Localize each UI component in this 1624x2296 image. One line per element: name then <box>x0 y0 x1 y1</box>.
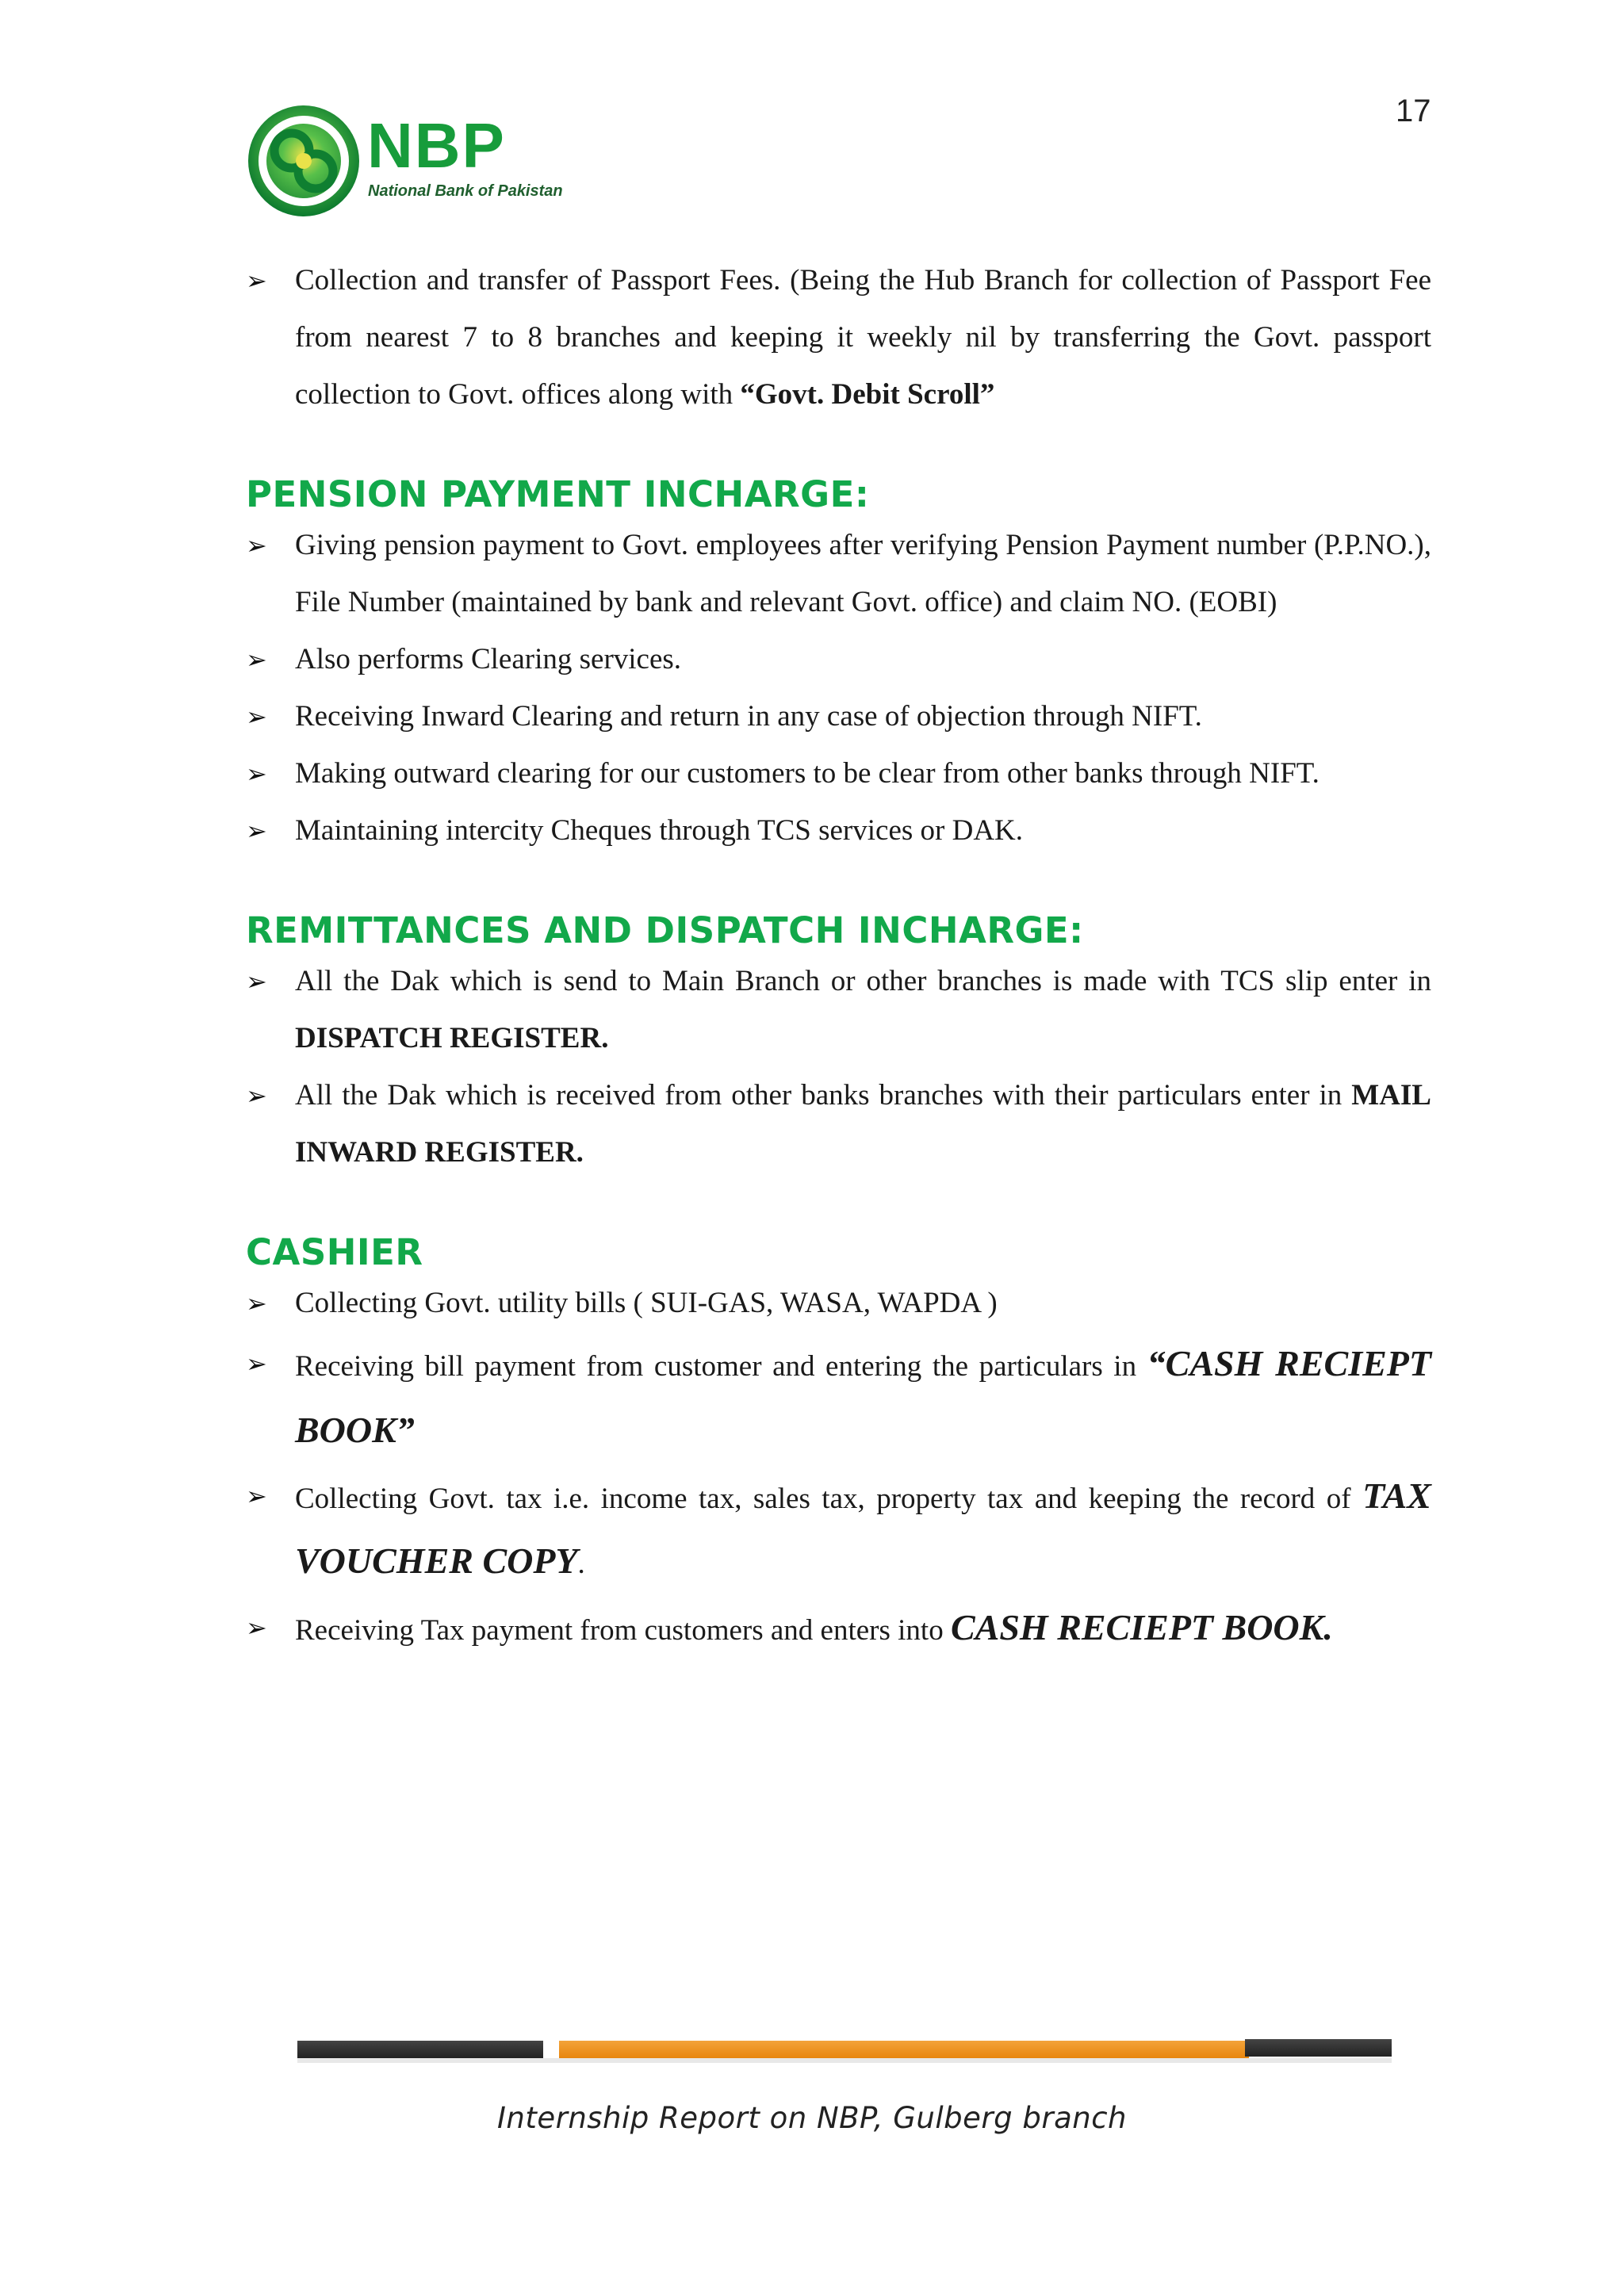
arrow-bullet-icon: ➢ <box>246 816 267 846</box>
list-item-text: Collecting Govt. utility bills ( SUI-GAS, WASA, WAPDA ) <box>295 1287 998 1319</box>
remittances-list <box>246 953 1431 1181</box>
list-item <box>246 745 1431 802</box>
list-item <box>246 252 1431 423</box>
list-item-text-suffix: . <box>577 1548 585 1580</box>
arrow-bullet-icon: ➢ <box>246 1081 267 1111</box>
list-item-emphasis: MAIL INWARD REGISTER. <box>295 1079 1431 1169</box>
arrow-bullet-icon: ➢ <box>246 1481 267 1511</box>
arrow-bullet-icon: ➢ <box>246 759 267 789</box>
pension-list <box>246 517 1431 859</box>
list-item-emphasis: DISPATCH REGISTER. <box>295 1022 609 1054</box>
list-item-text: Also performs Clearing services. <box>295 643 682 675</box>
list-item-text: Receiving Inward Clearing and return in any case of objection through NIFT. <box>295 700 1202 733</box>
nbp-logo-text: NBP <box>367 110 506 181</box>
page-content <box>246 252 1431 1663</box>
arrow-bullet-icon: ➢ <box>246 1349 267 1379</box>
arrow-bullet-icon: ➢ <box>246 1613 267 1643</box>
intro-list <box>246 252 1431 423</box>
list-item <box>246 1332 1431 1465</box>
list-item-text: Making outward clearing for our customers to be clear from other banks through NIFT. <box>295 757 1320 790</box>
pension-section <box>246 473 1431 859</box>
arrow-bullet-icon: ➢ <box>246 266 267 296</box>
list-item-text: Collecting Govt. tax i.e. income tax, sales tax, property tax and keeping the record of <box>295 1483 1363 1515</box>
footer-text: Internship Report on NBP, Gulberg branch <box>496 2101 1127 2135</box>
footer-bar-orange <box>559 2041 1249 2058</box>
list-item-text: Receiving bill payment from customer and entering the particulars in <box>295 1350 1147 1383</box>
footer-bar-dark <box>1245 2039 1392 2057</box>
list-item <box>246 1465 1431 1595</box>
list-item-text: Giving pension payment to Govt. employees after verifying Pension Payment number (P.P.NO.), File Number (maintained by bank and relevant Govt. office) and claim NO. (EOBI) <box>295 529 1431 618</box>
section-heading: CASHIER <box>246 1231 423 1273</box>
nbp-logo <box>244 97 617 224</box>
list-item <box>246 802 1431 859</box>
arrow-bullet-icon: ➢ <box>246 645 267 675</box>
list-item-emphasis: “Govt. Debit Scroll” <box>740 378 995 411</box>
list-item-text: Collection and transfer of Passport Fees. (Being the Hub Branch for collection of Passport Fee from nearest 7 to 8 branches and keeping it weekly nil by transferring the Govt. passport collection to Govt. offices along with <box>295 264 1431 411</box>
cashier-section <box>246 1230 1431 1663</box>
list-item-emphasis: “CASH RECIEPT BOOK” <box>295 1343 1431 1450</box>
nbp-emblem-icon <box>244 101 363 220</box>
list-item-emphasis: CASH RECIEPT BOOK. <box>950 1607 1333 1647</box>
footer-bar-dark <box>297 2041 543 2058</box>
footer-bar-shadow <box>297 2058 1392 2063</box>
arrow-bullet-icon: ➢ <box>246 702 267 732</box>
list-item <box>246 1067 1431 1181</box>
list-item-text: Receiving Tax payment from customers and enters into <box>295 1614 951 1647</box>
section-heading: REMITTANCES AND DISPATCH INCHARGE: <box>246 909 1084 951</box>
list-item <box>246 517 1431 631</box>
section-heading: PENSION PAYMENT INCHARGE: <box>246 473 870 515</box>
list-item <box>246 1275 1431 1332</box>
list-item-text: All the Dak which is send to Main Branch or other branches is made with TCS slip enter in <box>295 965 1431 997</box>
arrow-bullet-icon: ➢ <box>246 530 267 561</box>
list-item <box>246 688 1431 745</box>
list-item <box>246 1595 1431 1663</box>
nbp-logo-tagline: National Bank of Pakistan <box>368 182 563 200</box>
arrow-bullet-icon: ➢ <box>246 966 267 997</box>
list-item <box>246 953 1431 1067</box>
footer-decoration <box>297 2036 1392 2068</box>
list-item-text: All the Dak which is received from other banks branches with their particulars enter in <box>295 1079 1352 1112</box>
list-item-emphasis: TAX VOUCHER COPY <box>295 1475 1431 1581</box>
cashier-list <box>246 1275 1431 1663</box>
page-number: 17 <box>1396 94 1431 128</box>
remittances-section <box>246 909 1431 1181</box>
arrow-bullet-icon: ➢ <box>246 1288 267 1318</box>
list-item <box>246 631 1431 688</box>
list-item-text: Maintaining intercity Cheques through TCS services or DAK. <box>295 814 1024 847</box>
